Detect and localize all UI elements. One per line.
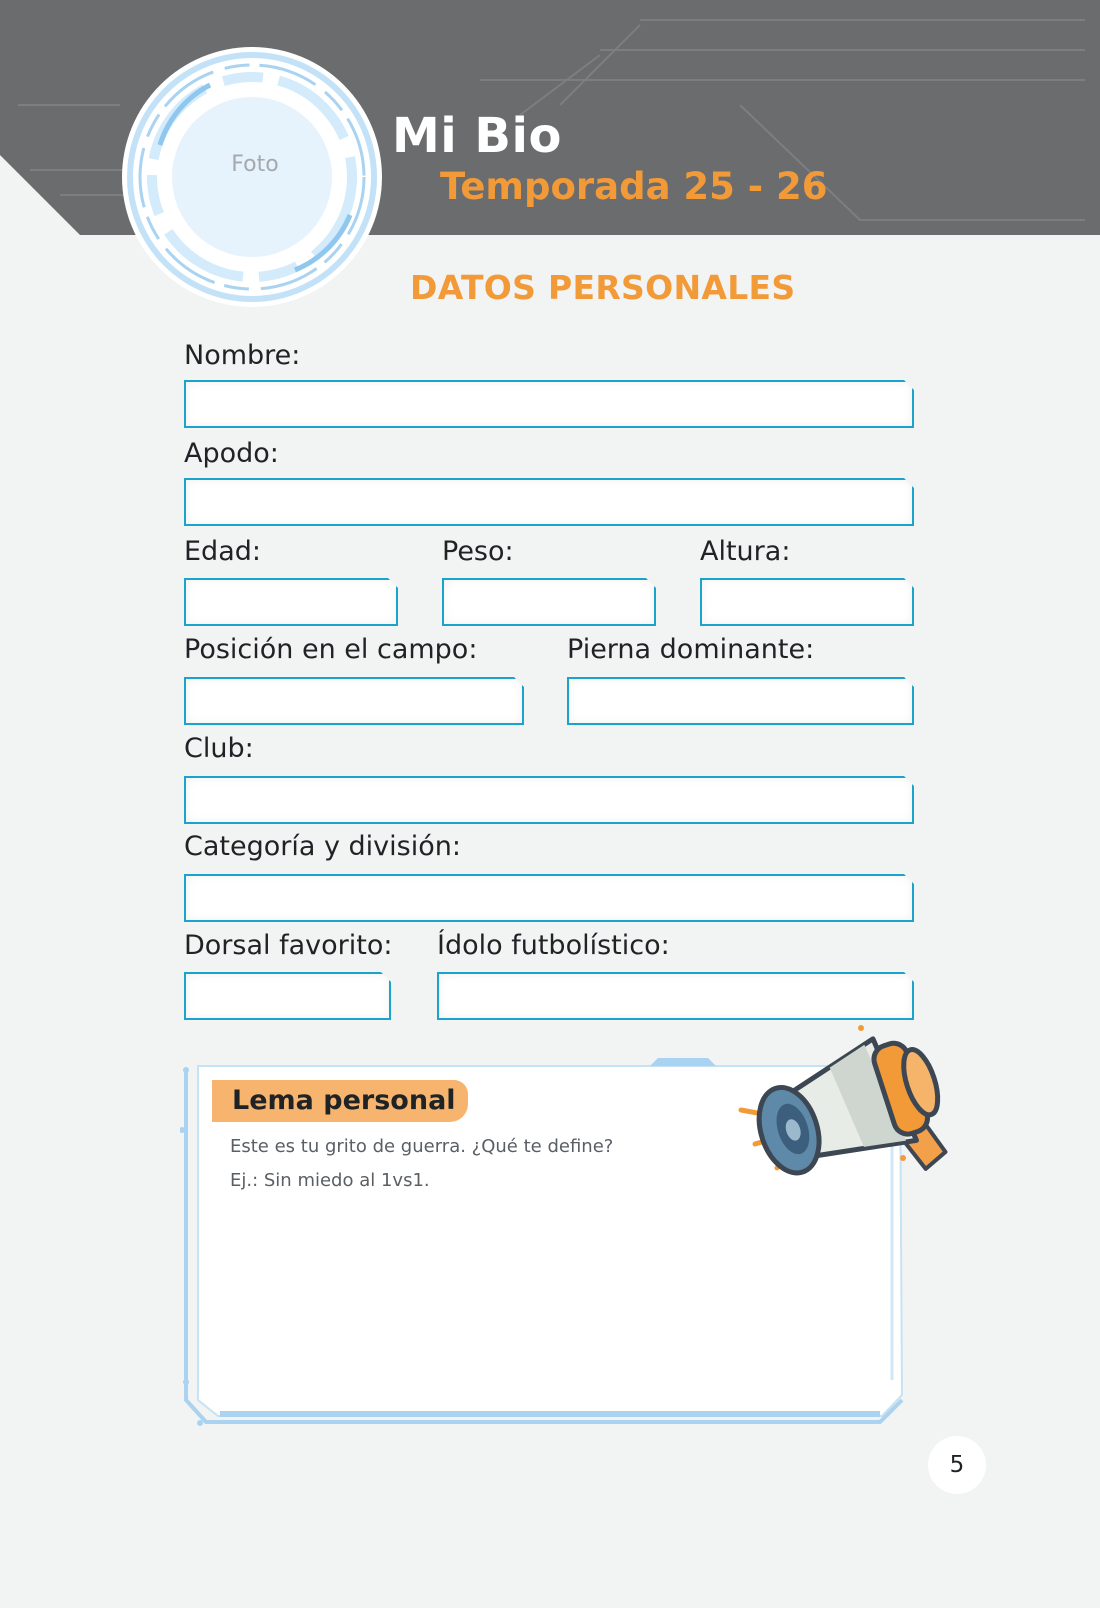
- dorsal-label: Dorsal favorito:: [184, 930, 393, 961]
- categoria-field[interactable]: [184, 874, 914, 922]
- photo-frame[interactable]: [120, 45, 385, 310]
- posicion-field[interactable]: [184, 677, 524, 725]
- apodo-field[interactable]: [184, 478, 914, 526]
- motto-title: Lema personal: [232, 1085, 456, 1116]
- dorsal-field[interactable]: [184, 972, 391, 1020]
- motto-input[interactable]: [225, 1200, 889, 1404]
- megaphone-icon: [735, 1018, 975, 1198]
- apodo-label: Apodo:: [184, 438, 279, 469]
- idolo-label: Ídolo futbolístico:: [437, 930, 670, 961]
- peso-field[interactable]: [442, 578, 656, 626]
- photo-placeholder: Foto: [231, 152, 279, 177]
- page-number: 5: [928, 1436, 986, 1494]
- motto-example: Ej.: Sin miedo al 1vs1.: [230, 1170, 430, 1191]
- posicion-label: Posición en el campo:: [184, 634, 478, 665]
- nombre-field[interactable]: [184, 380, 914, 428]
- categoria-label: Categoría y división:: [184, 831, 461, 862]
- edad-field[interactable]: [184, 578, 398, 626]
- nombre-label: Nombre:: [184, 340, 301, 371]
- pierna-label: Pierna dominante:: [567, 634, 815, 665]
- section-title: DATOS PERSONALES: [410, 268, 796, 307]
- altura-label: Altura:: [700, 536, 791, 567]
- edad-label: Edad:: [184, 536, 261, 567]
- pierna-field[interactable]: [567, 677, 914, 725]
- peso-label: Peso:: [442, 536, 514, 567]
- club-label: Club:: [184, 733, 254, 764]
- motto-prompt: Este es tu grito de guerra. ¿Qué te define?: [230, 1136, 614, 1157]
- altura-field[interactable]: [700, 578, 914, 626]
- club-field[interactable]: [184, 776, 914, 824]
- idolo-field[interactable]: [437, 972, 914, 1020]
- season-subtitle: Temporada 25 - 26: [440, 165, 828, 208]
- page-title: Mi Bio: [392, 108, 562, 164]
